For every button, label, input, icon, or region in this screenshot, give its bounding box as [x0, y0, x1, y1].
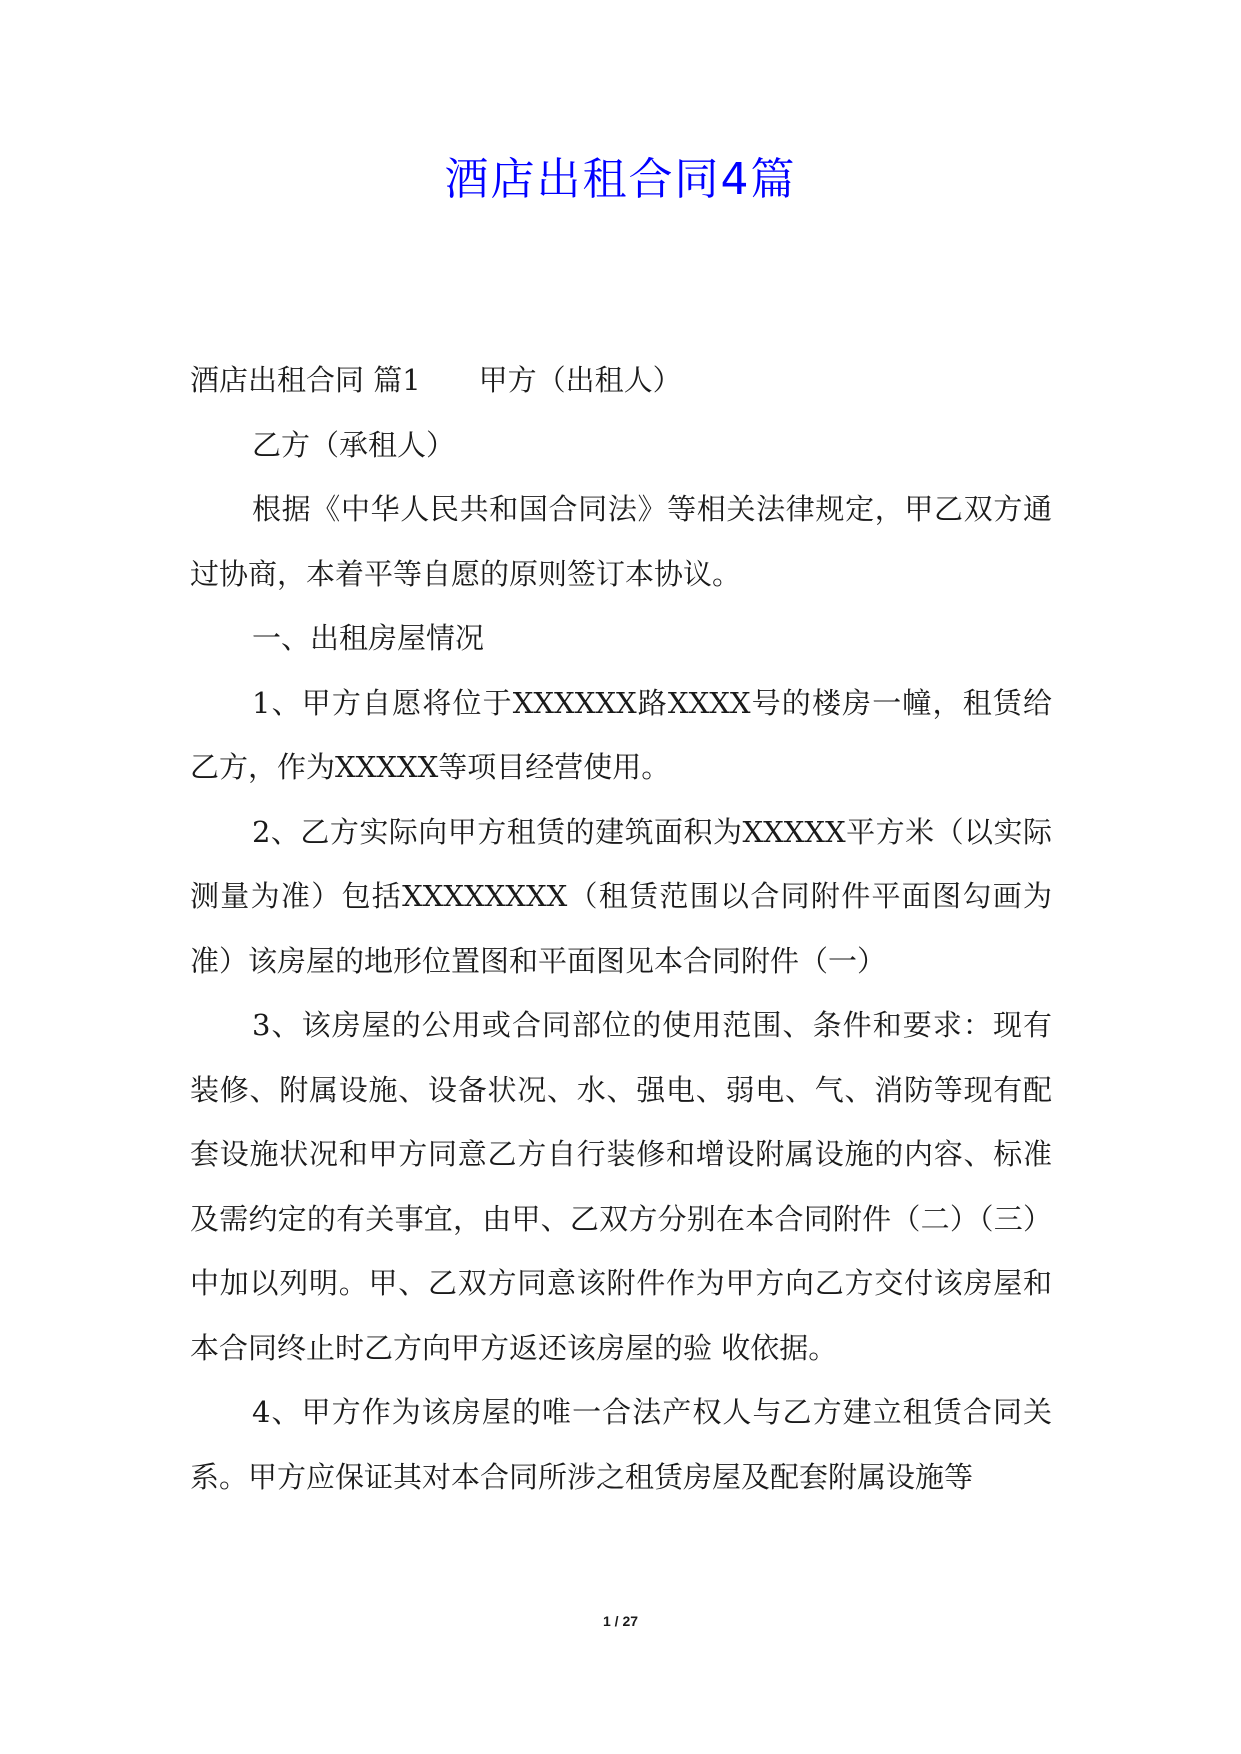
- page-number: 1 / 27: [602, 1613, 639, 1629]
- party-b-line: 乙方（承租人）: [252, 427, 456, 462]
- preamble-paragraph: 根据《中华人民共和国合同法》等相关法律规定，甲乙双方通过协商，本着平等自愿的原则签订本协议。: [190, 492, 1052, 591]
- clause-1: 1、甲方自愿将位于XXXXXX路XXXX号的楼房一幢，租赁给乙方，作为XXXXX等项目经营使用。: [190, 685, 1052, 784]
- clause-3: 3、该房屋的公用或合同部位的使用范围、条件和要求：现有装修、附属设施、设备状况、水、强电、弱电、气、消防等现有配套设施状况和甲方同意乙方自行装修和增设附属设施的内容、标准及需约定的有关事宜，由甲、乙双方分别在本合同附件（二）（三）中加以列明。甲、乙双方同意该附件作为甲方向乙方交付该房屋和本合同终止时乙方向甲方返还该房屋的验 收依据。: [190, 1008, 1052, 1365]
- party-a-line: 甲方（出租人）: [478, 363, 682, 397]
- first-line: [190, 348, 1052, 413]
- clause-2: 2、乙方实际向甲方租赁的建筑面积为XXXXX平方米（以实际测量为准）包括XXXXXXXX（租赁范围以合同附件平面图勾画为准）该房屋的地形位置图和平面图见本合同附件（一）: [190, 814, 1052, 978]
- document-body: [190, 348, 1052, 1509]
- section-1-heading: 一、出租房屋情况: [252, 621, 485, 655]
- section-heading: 酒店出租合同 篇1: [190, 363, 421, 397]
- clause-4: 4、甲方作为该房屋的唯一合法产权人与乙方建立租赁合同关系。甲方应保证其对本合同所涉之租赁房屋及配套附属设施等: [190, 1395, 1052, 1494]
- document-title: 酒店出租合同4篇: [444, 154, 797, 205]
